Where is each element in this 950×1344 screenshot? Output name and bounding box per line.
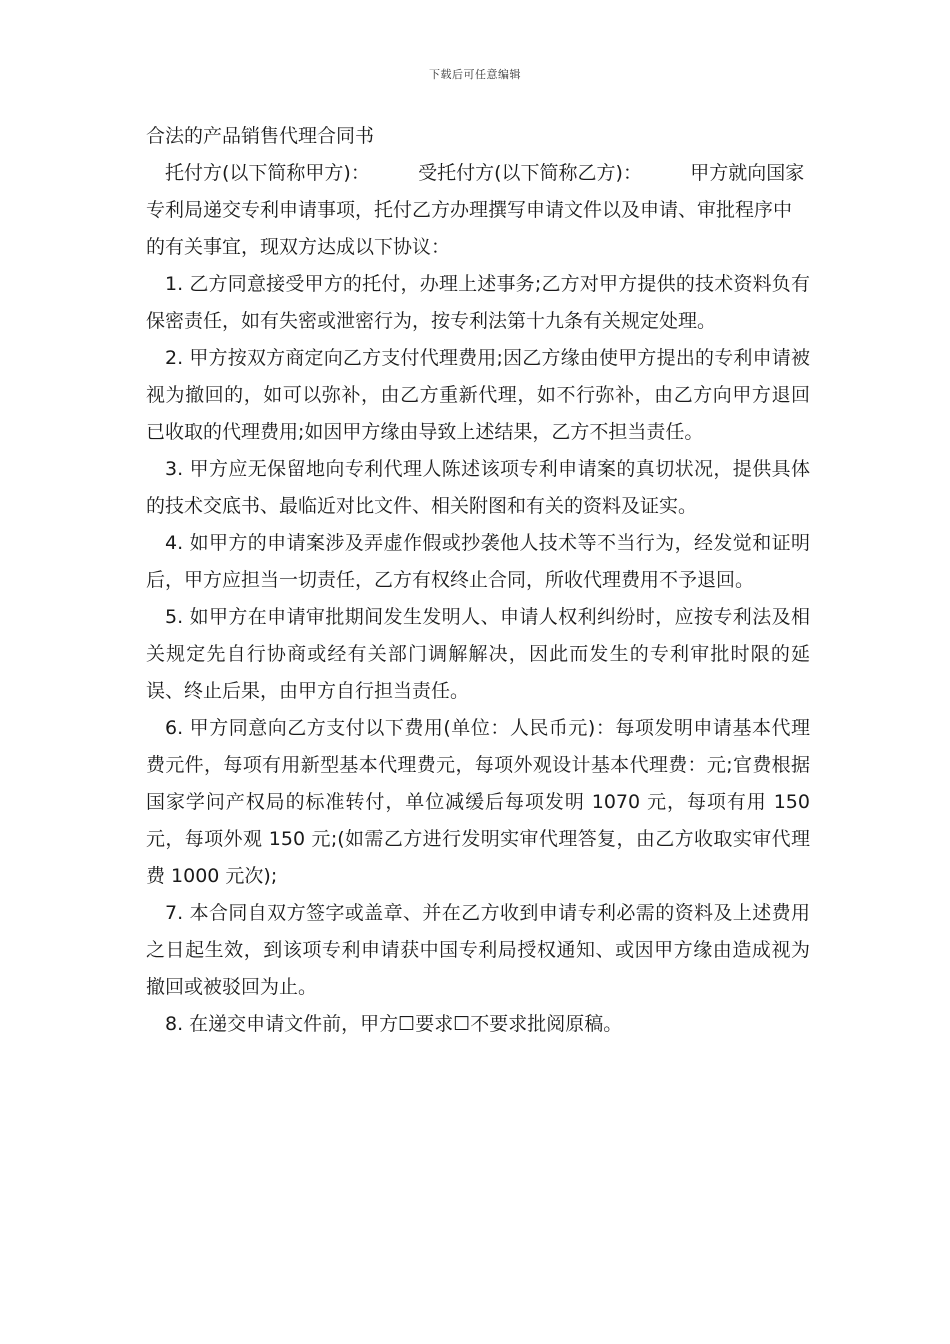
- parties-paragraph: 托付方(以下简称甲方)： 受托付方(以下简称乙方)： 甲方就向国家专利局递交专利申请事项，托付乙方办理撰写申请文件以及申请、审批程序中的有关事宜，现双方达成以下协议：: [146, 162, 805, 258]
- document-title: 合法的产品销售代理合同书: [146, 125, 375, 147]
- document-body: [146, 118, 810, 1043]
- clause-1: 1. 乙方同意接受甲方的托付，办理上述事务;乙方对甲方提供的技术资料负有保密责任，如有失密或泄密行为，按专利法第十九条有关规定处理。: [146, 273, 810, 332]
- clause-6: 6. 甲方同意向乙方支付以下费用(单位：人民币元)：每项发明申请基本代理费元件，每项有用新型基本代理费元，每项外观设计基本代理费：元;官费根据国家学问产权局的标准转付，单位减缓后每项发明 1070 元，每项有用 150 元，每项外观 150 元;(如需乙方进行发明实审代理答复，由乙方收取实审代理费 1000 元次);: [146, 717, 810, 887]
- clause-2: 2. 甲方按双方商定向乙方支付代理费用;因乙方缘由使甲方提出的专利申请被视为撤回的，如可以弥补，由乙方重新代理，如不行弥补，由乙方向甲方退回已收取的代理费用;如因甲方缘由导致上述结果，乙方不担当责任。: [146, 347, 810, 443]
- clause-7: 7. 本合同自双方签字或盖章、并在乙方收到申请专利必需的资料及上述费用之日起生效，到该项专利申请获中国专利局授权通知、或因甲方缘由造成视为撤回或被驳回为止。: [146, 902, 810, 998]
- page-header: 下载后可任意编辑: [429, 68, 521, 81]
- clause-8: 8. 在递交申请文件前，甲方☐要求☐不要求批阅原稿。: [165, 1013, 623, 1035]
- clause-3: 3. 甲方应无保留地向专利代理人陈述该项专利申请案的真切状况，提供具体的技术交底书、最临近对比文件、相关附图和有关的资料及证实。: [146, 458, 810, 517]
- clause-5: 5. 如甲方在申请审批期间发生发明人、申请人权利纠纷时，应按专利法及相关规定先自行协商或经有关部门调解解决，因此而发生的专利审批时限的延误、终止后果，由甲方自行担当责任。: [146, 606, 810, 702]
- clause-4: 4. 如甲方的申请案涉及弄虚作假或抄袭他人技术等不当行为，经发觉和证明后，甲方应担当一切责任，乙方有权终止合同，所收代理费用不予退回。: [146, 532, 810, 591]
